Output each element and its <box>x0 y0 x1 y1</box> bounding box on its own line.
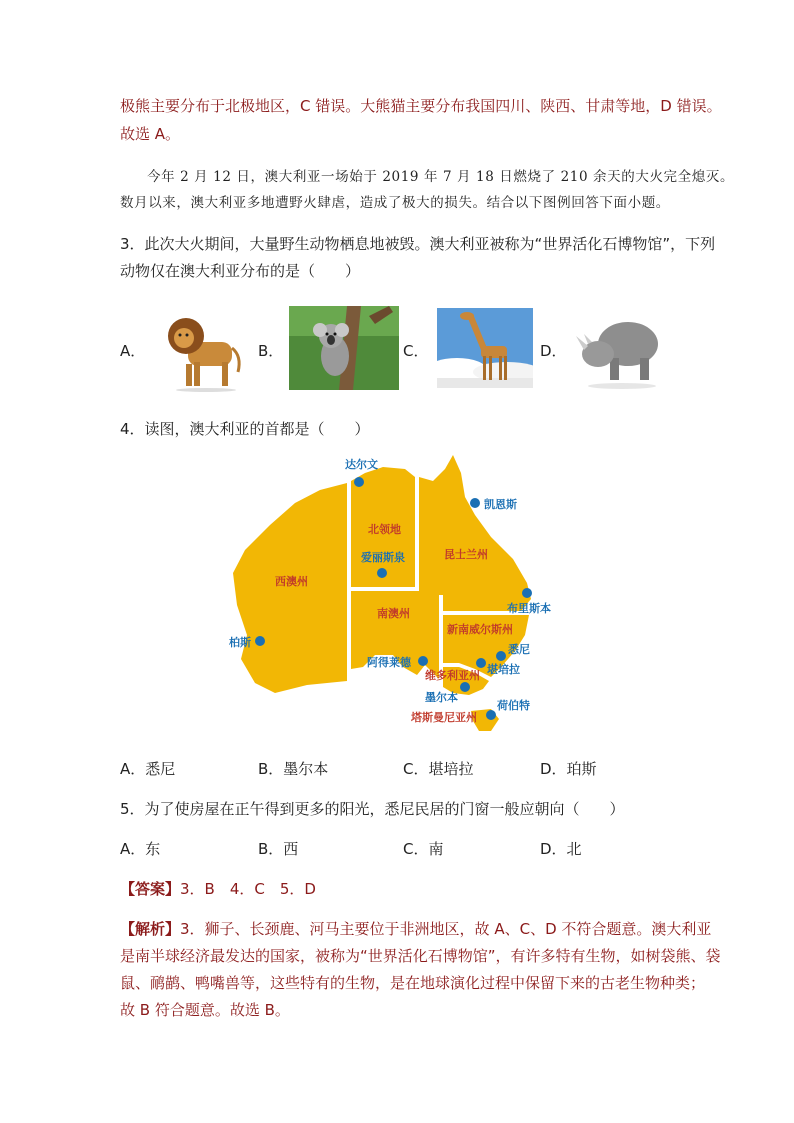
city-melbourne <box>460 682 470 692</box>
city-sydney <box>496 651 506 661</box>
city-adelaide <box>418 656 428 666</box>
map-wa <box>233 483 347 693</box>
intro-line2: 数月以来，澳大利亚多地遭野火肆虐，造成了极大的损失。结合以下图例回答下面小题。 <box>120 195 670 211</box>
map-qld <box>419 455 531 611</box>
label-darwin: 达尔文 <box>345 458 378 471</box>
label-perth: 柏斯 <box>229 636 251 649</box>
q3-stem-line2: 动物仅在澳大利亚分布的是（ ） <box>120 262 361 280</box>
q5-option-c: C．南 <box>403 840 444 858</box>
q4-option-c: C．堪培拉 <box>403 760 474 778</box>
label-alice: 爱丽斯泉 <box>361 551 405 564</box>
analysis-line1 <box>120 918 711 939</box>
city-perth <box>255 636 265 646</box>
answer-tag: 【答案】 <box>120 880 181 898</box>
giraffe-image <box>437 308 533 388</box>
q5-stem: 5．为了使房屋在正午得到更多的阳光，悉尼民居的门窗一般应朝向（ ） <box>120 800 625 818</box>
label-sa: 南澳州 <box>377 607 410 620</box>
answer-line <box>120 878 316 899</box>
intro-line1: 今年 2 月 12 日，澳大利亚一场始于 2019 年 7 月 18 日燃烧了 210 余天的大火完全熄灭。 <box>147 169 735 185</box>
label-qld: 昆士兰州 <box>444 548 488 561</box>
analysis-tag: 【解析】 <box>120 920 181 938</box>
rhinoceros-image <box>572 306 664 392</box>
label-nsw: 新南威尔斯州 <box>447 623 513 636</box>
analysis-line4: 故 B 符合题意。故选 B。 <box>120 1001 290 1019</box>
q3-option-c-label: C． <box>403 342 429 360</box>
city-brisbane <box>522 588 532 598</box>
city-alice <box>377 568 387 578</box>
prev-explanation-line1: 极熊主要分布于北极地区，C 错误。大熊猫主要分布我国四川、陕西、甘肃等地，D 错误。 <box>120 97 722 115</box>
city-darwin <box>354 477 364 487</box>
q5-option-d: D．北 <box>540 840 582 858</box>
label-sydney: 悉尼 <box>508 643 530 656</box>
label-cairns: 凯恩斯 <box>484 498 517 511</box>
analysis-text-1: 3．狮子、长颈鹿、河马主要位于非洲地区，故 A、C、D 不符合题意。澳大利亚 <box>180 920 712 938</box>
city-hobart <box>486 710 496 720</box>
label-vic: 维多利亚州 <box>425 669 480 682</box>
q3-option-d-label: D． <box>540 342 567 360</box>
label-wa: 西澳州 <box>275 575 308 588</box>
label-adelaide: 阿得莱德 <box>367 656 411 669</box>
label-canberra: 堪培拉 <box>487 663 520 676</box>
label-tas: 塔斯曼尼亚州 <box>411 711 477 724</box>
q3-option-b-label: B． <box>258 342 284 360</box>
q3-stem-line1: 3．此次大火期间，大量野生动物栖息地被毁。澳大利亚被称为“世界活化石博物馆”，下列 <box>120 235 716 253</box>
q5-option-b: B．西 <box>258 840 299 858</box>
q5-option-a: A．东 <box>120 840 161 858</box>
q3-option-a-label: A． <box>120 342 146 360</box>
analysis-line2: 是南半球经济最发达的国家，被称为“世界活化石博物馆”，有许多特有生物，如树袋熊、袋 <box>120 947 721 965</box>
q4-option-b: B．墨尔本 <box>258 760 329 778</box>
lion-image <box>158 306 244 392</box>
analysis-line3: 鼠、鸸鹋、鸭嘴兽等，这些特有的生物，是在地球演化过程中保留下来的古老生物种类； <box>120 974 706 992</box>
q4-option-a: A．悉尼 <box>120 760 176 778</box>
koala-image <box>289 306 399 390</box>
australia-map <box>225 455 555 740</box>
label-nt: 北领地 <box>368 523 401 536</box>
label-melbourne: 墨尔本 <box>425 691 458 704</box>
city-canberra <box>476 658 486 668</box>
label-brisbane: 布里斯本 <box>507 602 551 615</box>
answer-text: 3．B 4．C 5．D <box>180 880 316 898</box>
label-hobart: 荷伯特 <box>497 699 530 712</box>
q4-stem: 4．读图，澳大利亚的首都是（ ） <box>120 420 370 438</box>
prev-explanation-line2: 故选 A。 <box>120 125 181 143</box>
city-cairns <box>470 498 480 508</box>
q4-option-d: D．珀斯 <box>540 760 597 778</box>
